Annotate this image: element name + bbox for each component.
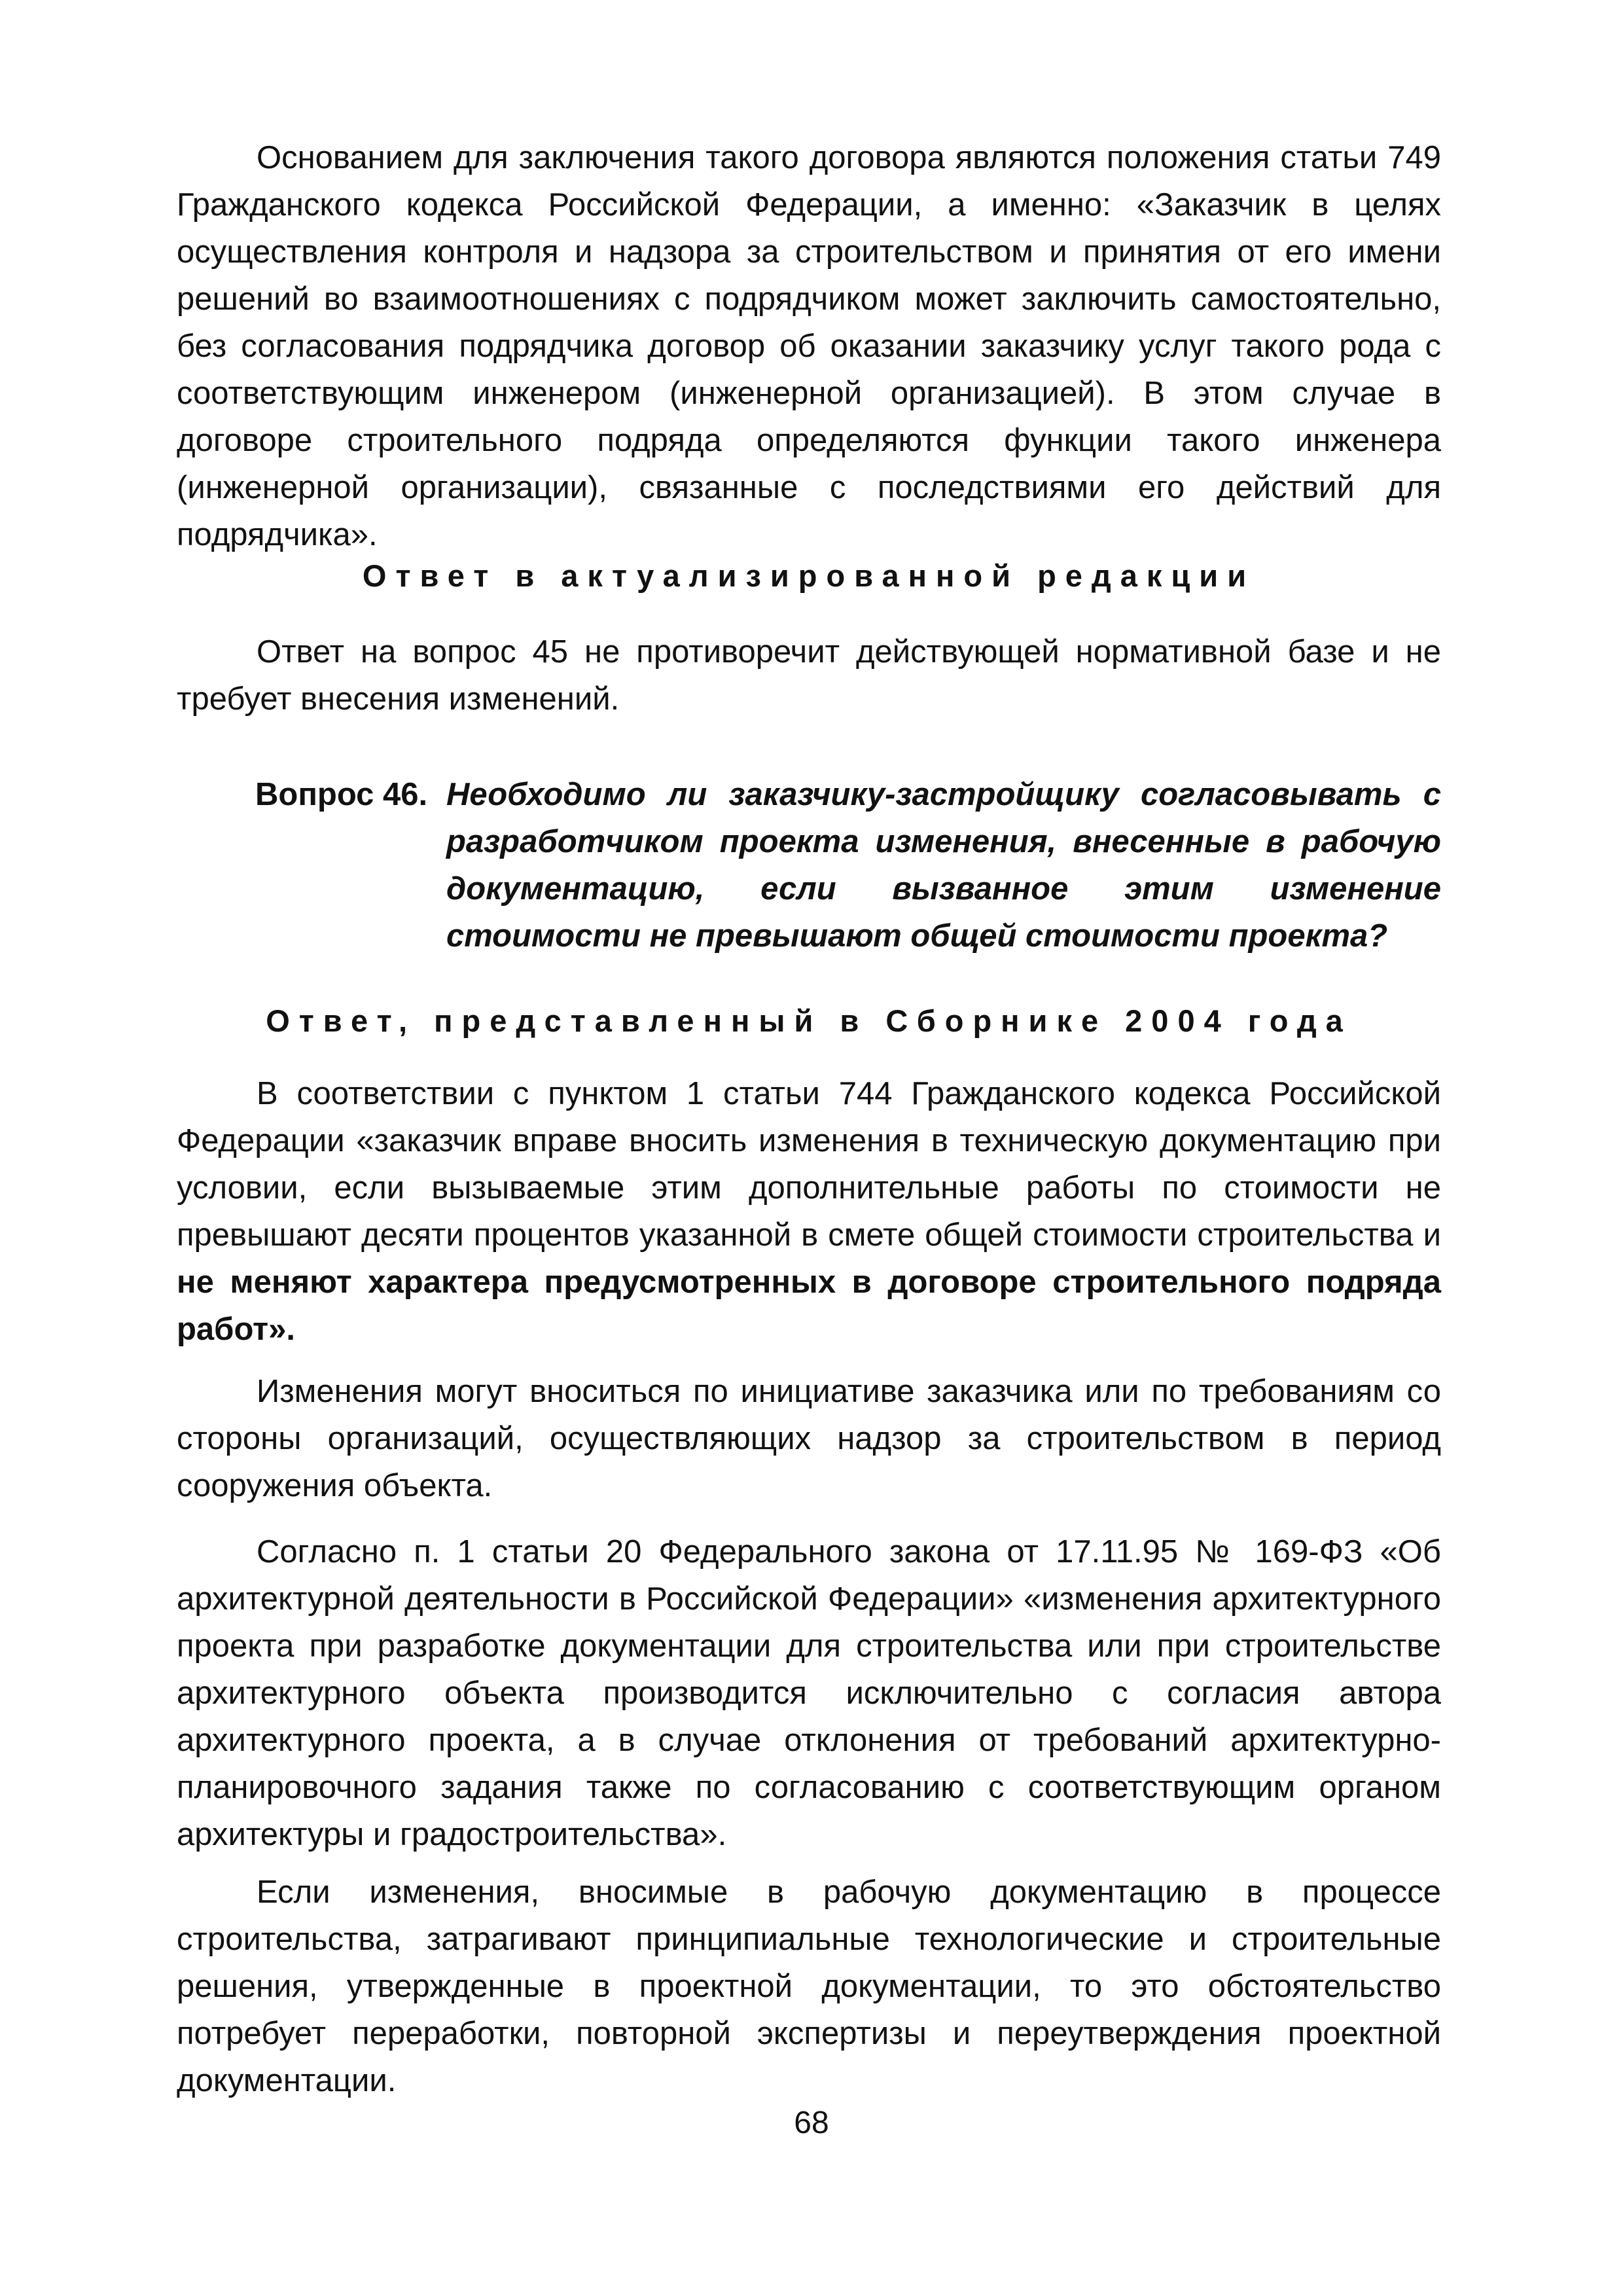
page-number: 68 [794, 2106, 829, 2140]
paragraph-text [177, 1070, 1441, 1353]
paragraph-federal-law [177, 1528, 1441, 1858]
question-46 [255, 771, 1441, 960]
paragraph-reexamination [177, 1869, 1441, 2104]
paragraph-text: Если изменения, вносимые в рабочую документацию в процессе строительства, затрагивают принципиальные технологические и строительные решения, утвержденные в проектной документации, то это обстоятельство потребует переработки, повторной экспертизы и переутверждения проектной документации. [177, 1874, 1441, 2098]
heading-updated-answer: Ответ в актуализированной редакции [362, 558, 1256, 593]
paragraph-text-regular: В соответствии с пунктом 1 статьи 744 Гражданского кодекса Российской Федерации «заказчик вправе вносить изменения в техническую документацию при условии, если вызываемые этим дополнительные работы по стоимости не превышают десяти процентов указанной в смете общей стоимости строительства и [177, 1076, 1441, 1253]
question-label: Вопрос 46. [255, 777, 428, 812]
heading-answer-2004: Ответ, представленный в Сборнике 2004 года [266, 1003, 1352, 1038]
paragraph-text: Согласно п. 1 статьи 20 Федерального закона от 17.11.95 № 169-ФЗ «Об архитектурной деятельности в Российской Федерации» «изменения архитектурного проекта при разработке документации для строительства или при строительстве архитектурного объекта производится исключительно с согласия автора архитектурного проекта, а в случае отклонения от требований архитектурно-планировочного задания также по согласованию с соответствующим органом архитектуры и градостроительства». [177, 1534, 1441, 1852]
question-text: Необходимо ли заказчику-застройщику согласовывать с разработчиком проекта изменения, внесенные в рабочую документацию, если вызванное этим изменение стоимости не превышают общей стоимости проекта? [446, 777, 1441, 954]
paragraph-text-bold: не меняют характера предусмотренных в договоре строительного подряда работ». [177, 1265, 1441, 1347]
paragraph-changes-initiative [177, 1368, 1441, 1509]
paragraph-text: Изменения могут вноситься по инициативе заказчика или по требованиям со стороны организаций, осуществляющих надзор за строительством в период сооружения объекта. [177, 1374, 1441, 1503]
paragraph-text: Основанием для заключения такого договора являются положения статьи 749 Гражданского кодекса Российской Федерации, а именно: «Заказчик в целях осуществления контроля и надзора за строительством и принятия от его имени решений во взаимоотношениях с подрядчиком может заключить самостоятельно, без согласования подрядчика договор об оказании заказчику услуг такого рода с соответствующим инженером (инженерной организацией). В этом случае в договоре строительного подряда определяются функции такого инженера (инженерной организации), связанные с последствиями его действий для подрядчика». [177, 140, 1441, 552]
paragraph-article-749 [177, 134, 1441, 558]
paragraph-text: Ответ на вопрос 45 не противоречит действующей нормативной базе и не требует внесения изменений. [177, 634, 1441, 717]
paragraph-answer-45 [177, 628, 1441, 723]
paragraph-article-744 [177, 1070, 1441, 1353]
